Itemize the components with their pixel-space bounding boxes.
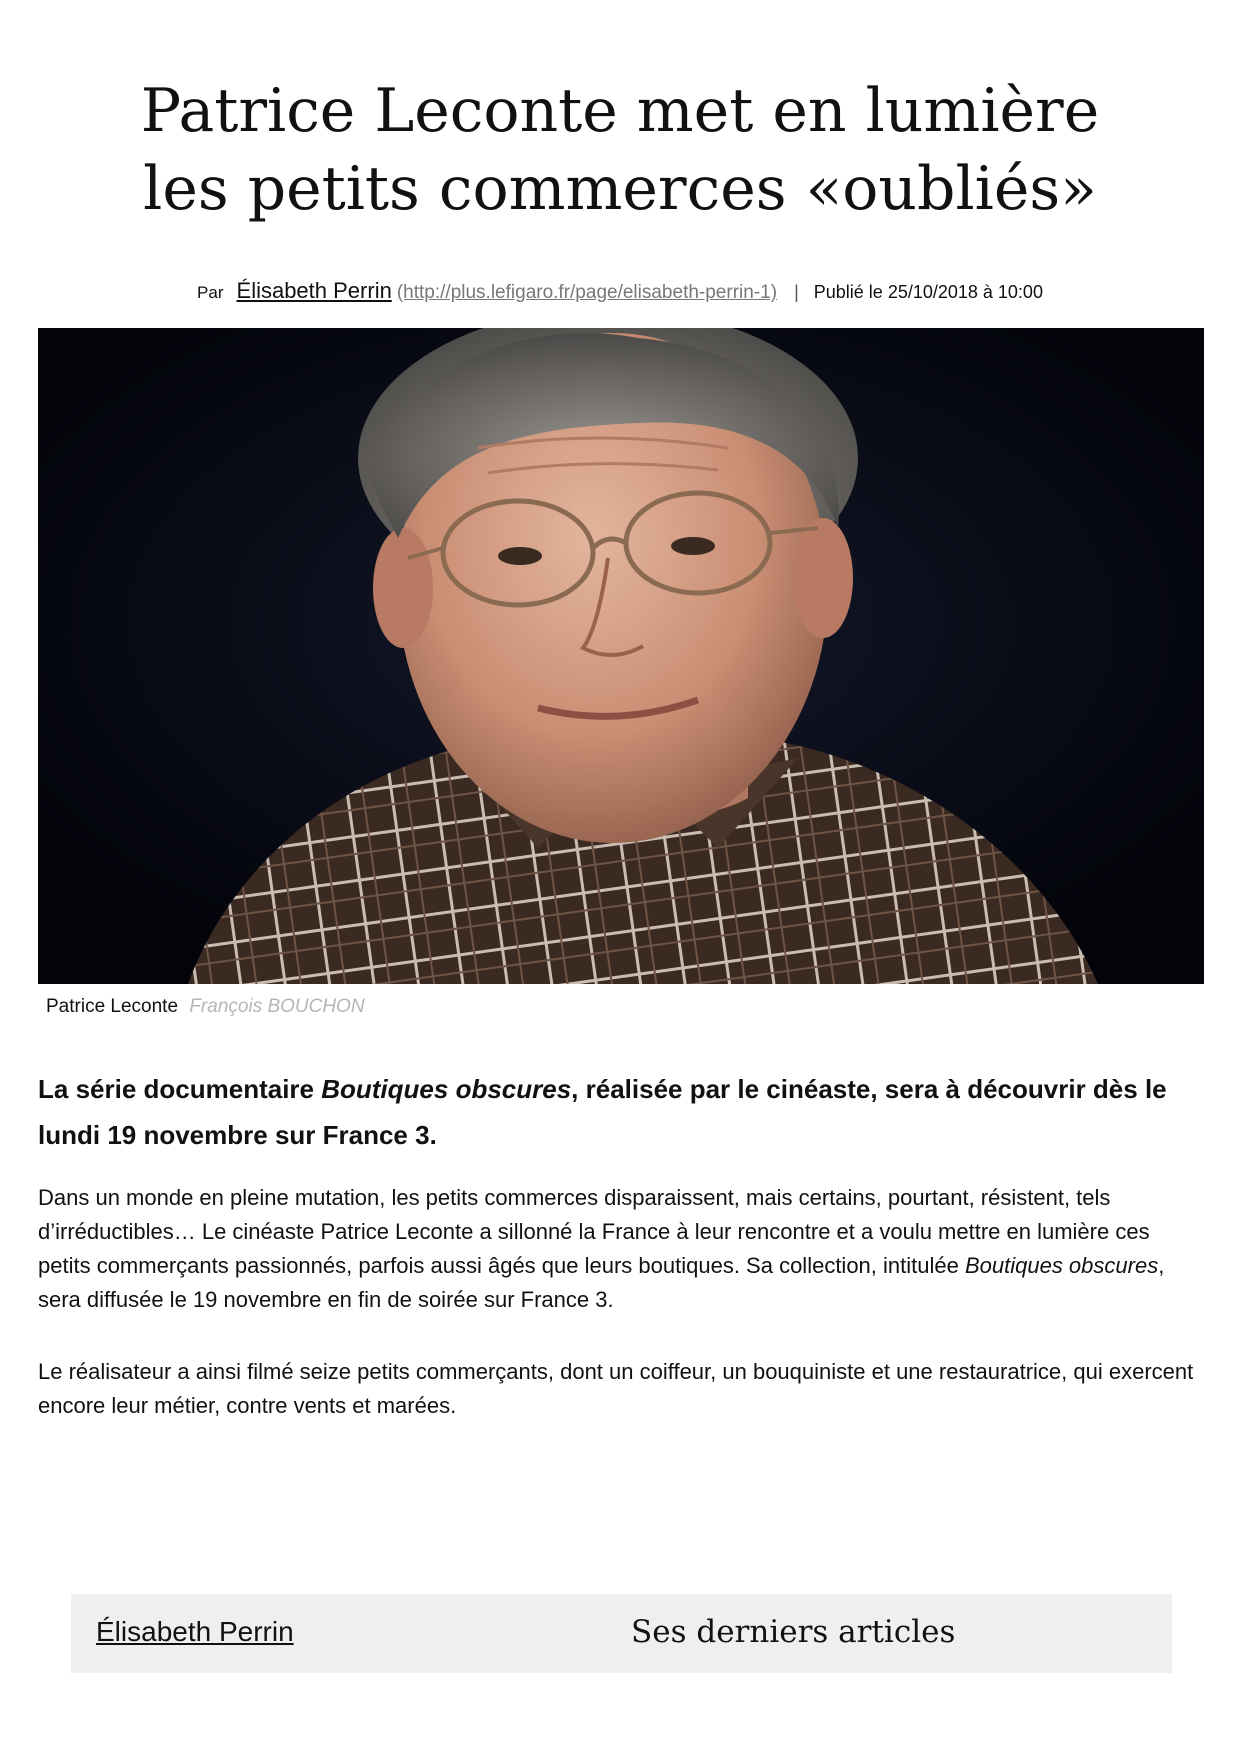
author-box-name-link[interactable]: Élisabeth Perrin — [96, 1616, 294, 1647]
portrait-illustration — [38, 328, 1204, 984]
article-title-line-2: les petits commerces «oubliés» — [143, 154, 1097, 224]
latest-articles-heading: Ses derniers articles — [631, 1614, 956, 1650]
author-box — [71, 1594, 1172, 1673]
article-photo — [38, 328, 1204, 984]
paragraph-1-start: Dans un monde en pleine mutation, les petits commerces disparaissent, mais certains, pourtant, résistent, tels d’irréductibles… Le cinéaste Patrice Leconte a sillonné la France à leur rencontre et a voulu mettre en lumière ces petits commerçants passionnés, parfois aussi âgés que leurs boutiques. Sa collection, intitulée — [38, 1185, 1150, 1278]
body-paragraph-2: Le réalisateur a ainsi filmé seize petits commerçants, dont un coiffeur, un bouquiniste et une restauratrice, qui exercent encore leur métier, contre vents et marées. — [38, 1359, 1194, 1418]
lead-text-end: , réalisée par le cinéaste, sera à découvrir dès le lundi 19 novembre sur France 3. — [38, 1074, 1167, 1150]
byline — [0, 278, 1240, 304]
body-paragraph-1 — [38, 1181, 1204, 1317]
author-url-link[interactable]: (http://plus.lefigaro.fr/page/elisabeth-perrin-1) — [396, 282, 778, 303]
lead-series-title: Boutiques obscures — [321, 1074, 572, 1104]
lead-text-start: La série documentaire — [38, 1074, 322, 1104]
photo-caption — [46, 996, 365, 1018]
paragraph-1-series-title: Boutiques obscures — [964, 1253, 1159, 1278]
publish-date: Publié le 25/10/2018 à 10:00 — [813, 282, 1043, 302]
caption-text: Patrice Leconte — [46, 996, 179, 1017]
byline-prefix: Par — [197, 283, 224, 302]
author-link[interactable]: Élisabeth Perrin — [236, 278, 392, 303]
byline-separator: | — [794, 282, 799, 302]
paragraph-1-end: , sera diffusée le 19 novembre en fin de soirée sur France 3. — [38, 1253, 1165, 1312]
photo-credit: François BOUCHON — [189, 996, 365, 1017]
article-title-line-1: Patrice Leconte met en lumière — [140, 76, 1100, 146]
article-title — [60, 72, 1180, 228]
article-lead — [38, 1066, 1204, 1158]
